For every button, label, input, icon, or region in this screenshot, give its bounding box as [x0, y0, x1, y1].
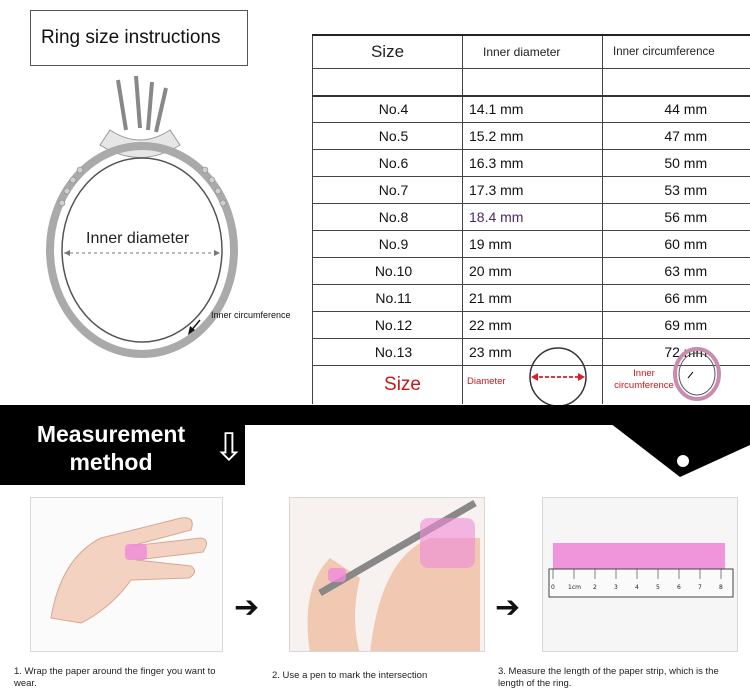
ring-illustration — [40, 70, 310, 390]
right-arrow-icon: ➔ — [495, 591, 521, 624]
table-header-row — [313, 35, 750, 68]
diameter-cell: 19 mm — [463, 231, 603, 258]
page-title-text: Ring size instructions — [41, 27, 221, 48]
header-inner-circumference: Inner circumference — [603, 35, 750, 68]
size-cell: No.12 — [313, 312, 463, 339]
ruler-label-5: 5 — [656, 584, 660, 591]
measurement-title — [20, 420, 202, 476]
right-arrow-icon: ➔ — [234, 591, 260, 624]
circumference-cell: 47 mm — [603, 123, 750, 150]
footer-circumference-cell — [603, 366, 750, 404]
ruler-label-1: 1cm — [568, 584, 581, 591]
circumference-cell: 53 mm — [603, 177, 750, 204]
down-arrow-icon: ⇩ — [213, 427, 245, 469]
table-row — [313, 150, 750, 177]
inner-diameter-label: Inner diameter — [86, 230, 190, 247]
footer-diameter-label: Diameter — [467, 376, 506, 388]
size-cell: No.4 — [313, 96, 463, 123]
circumference-cell: 56 mm — [603, 204, 750, 231]
size-table — [312, 34, 750, 404]
step3-image — [542, 497, 738, 652]
ruler-label-0: 0 — [551, 584, 555, 591]
circumference-cell: 63 mm — [603, 258, 750, 285]
circumference-cell: 72 mm — [603, 339, 750, 366]
table-row — [313, 123, 750, 150]
diameter-cell: 16.3 mm — [463, 150, 603, 177]
table-row — [313, 96, 750, 123]
step1-image — [30, 497, 223, 652]
circumference-cell: 66 mm — [603, 285, 750, 312]
ruler-label-8: 8 — [719, 584, 723, 591]
diameter-cell: 17.3 mm — [463, 177, 603, 204]
ruler-label-2: 2 — [593, 584, 597, 591]
table-blank-row — [313, 68, 750, 96]
size-cell: No.10 — [313, 258, 463, 285]
header-size: Size — [313, 35, 463, 68]
size-cell: No.6 — [313, 150, 463, 177]
hand-wrap-illustration — [31, 498, 223, 652]
table-row — [313, 258, 750, 285]
table-footer-row — [313, 366, 750, 404]
step1-caption: 1. Wrap the paper around the finger you want to wear. — [14, 666, 216, 689]
ruler-label-7: 7 — [698, 584, 702, 591]
circumference-cell: 50 mm — [603, 150, 750, 177]
circumference-cell: 69 mm — [603, 312, 750, 339]
page-title — [30, 10, 248, 66]
inner-circumference-label: Inner circumference — [211, 310, 291, 320]
footer-circumference-label: Inner circumference — [614, 368, 674, 392]
ruler-labels — [551, 584, 723, 591]
footer-size-label: Size — [313, 366, 463, 404]
measurement-title-line2: method — [69, 449, 153, 475]
banner-dot-icon — [677, 455, 689, 467]
ruler-label-6: 6 — [677, 584, 681, 591]
diameter-cell: 18.4 mm — [463, 204, 603, 231]
measurement-title-line1: Measurement — [36, 421, 186, 447]
size-cell: No.13 — [313, 339, 463, 366]
step2-image — [289, 497, 485, 652]
diameter-cell: 21 mm — [463, 285, 603, 312]
table-row — [313, 204, 750, 231]
table-row — [313, 231, 750, 258]
table-row — [313, 312, 750, 339]
circumference-cell: 44 mm — [603, 96, 750, 123]
circumference-cell: 60 mm — [603, 231, 750, 258]
diameter-cell: 23 mm — [463, 339, 603, 366]
size-cell: No.5 — [313, 123, 463, 150]
size-cell: No.7 — [313, 177, 463, 204]
table-row — [313, 285, 750, 312]
ruler-label-3: 3 — [614, 584, 618, 591]
pen-mark-illustration — [290, 498, 485, 652]
diameter-cell: 14.1 mm — [463, 96, 603, 123]
header-inner-diameter: Inner diameter — [463, 35, 603, 68]
circumference-ring-icon — [671, 344, 723, 402]
size-cell: No.9 — [313, 231, 463, 258]
diameter-cell: 15.2 mm — [463, 123, 603, 150]
diameter-cell: 20 mm — [463, 258, 603, 285]
diameter-ring-icon — [523, 346, 593, 408]
size-cell: No.11 — [313, 285, 463, 312]
ruler-illustration — [543, 498, 738, 652]
size-cell: No.8 — [313, 204, 463, 231]
ruler-label-4: 4 — [635, 584, 639, 591]
footer-diameter-cell — [463, 366, 603, 404]
step3-caption: 3. Measure the length of the paper strip, which is the length of the ring. — [498, 666, 719, 689]
paper-strip — [553, 543, 725, 569]
diameter-cell: 22 mm — [463, 312, 603, 339]
table-row — [313, 177, 750, 204]
step2-caption: 2. Use a pen to mark the intersection — [272, 670, 428, 681]
